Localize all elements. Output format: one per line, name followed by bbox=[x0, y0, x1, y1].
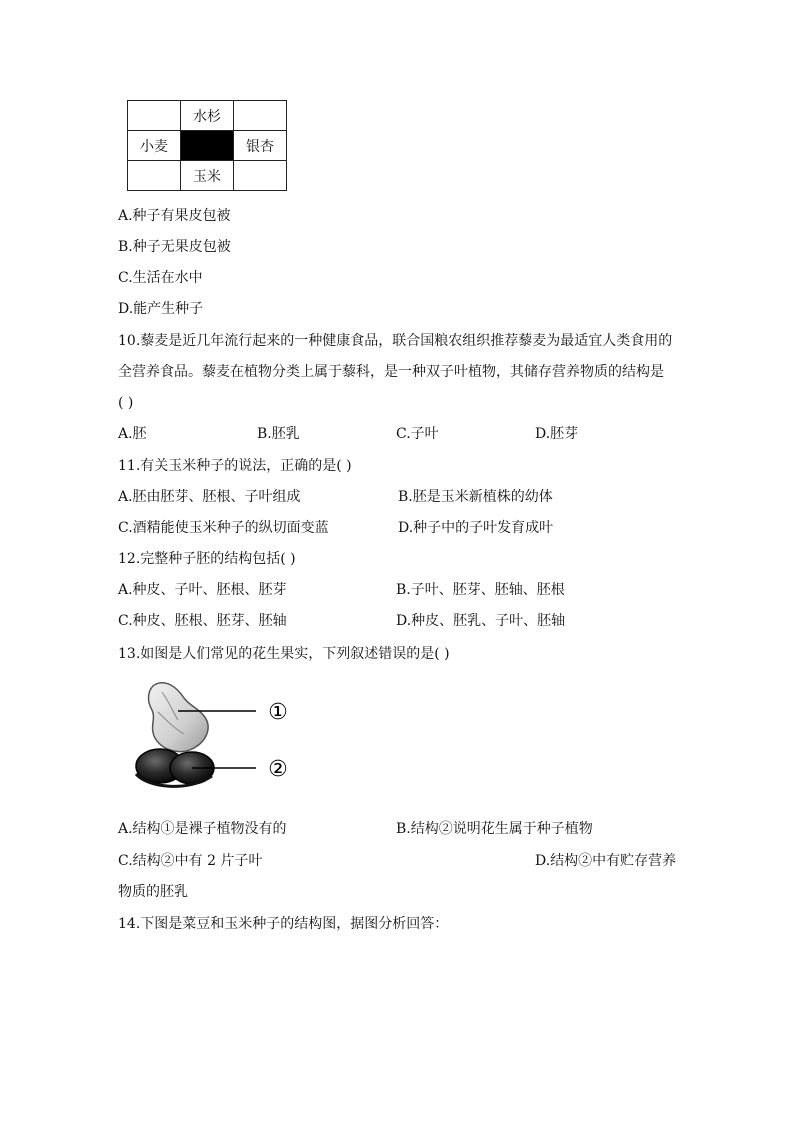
grid-cell-empty bbox=[128, 161, 181, 191]
q13-option-b: B.结构②说明花生属于种子植物 bbox=[396, 821, 593, 837]
q12-stem: 12.完整种子胚的结构包括( ) bbox=[118, 551, 296, 567]
q10-option-a: A.胚 bbox=[118, 426, 147, 442]
q10-stem-line3: ( ) bbox=[118, 395, 134, 411]
q11-option-d: D.种子中的子叶发育成叶 bbox=[398, 520, 554, 536]
q9-option-a: A.种子有果皮包被 bbox=[118, 208, 231, 224]
grid-cell-right: 银杏 bbox=[234, 131, 287, 161]
label-2: ② bbox=[268, 757, 288, 782]
q9-option-b: B.种子无果皮包被 bbox=[118, 239, 231, 255]
q11-option-c: C.酒精能使玉米种子的纵切面变蓝 bbox=[118, 520, 329, 536]
q13-option-d-continued: 物质的胚乳 bbox=[118, 884, 188, 900]
q10-option-d: D.胚芽 bbox=[535, 426, 579, 442]
grid-cell-center bbox=[181, 131, 234, 161]
q9-option-c: C.生活在水中 bbox=[118, 270, 203, 286]
q13-stem: 13.如图是人们常见的花生果实，下列叙述错误的是( ) bbox=[118, 646, 450, 662]
plant-grid-table bbox=[127, 100, 287, 191]
q10-stem-line2: 全营养食品。藜麦在植物分类上属于藜科，是一种双子叶植物，其储存营养物质的结构是 bbox=[118, 364, 664, 380]
peanut-fruit-figure bbox=[128, 676, 298, 796]
q11-option-a: A.胚由胚芽、胚根、子叶组成 bbox=[118, 489, 301, 505]
grid-cell-bottom: 玉米 bbox=[181, 161, 234, 191]
q11-stem: 11.有关玉米种子的说法，正确的是( ) bbox=[118, 458, 352, 474]
q13-option-c: C.结构②中有 2 片子叶 bbox=[118, 853, 263, 869]
q10-option-c: C.子叶 bbox=[396, 426, 439, 442]
grid-cell-empty bbox=[128, 101, 181, 131]
q12-option-d: D.种皮、胚乳、子叶、胚轴 bbox=[396, 613, 566, 629]
q10-stem-line1: 10.藜麦是近几年流行起来的一种健康食品，联合国粮农组织推荐藜麦为最适宜人类食用的 bbox=[118, 333, 673, 349]
label-1: ① bbox=[268, 700, 288, 725]
q12-option-c: C.种皮、胚根、胚芽、胚轴 bbox=[118, 613, 287, 629]
q12-option-a: A.种皮、子叶、胚根、胚芽 bbox=[118, 582, 287, 598]
grid-cell-empty bbox=[234, 101, 287, 131]
q14-stem: 14.下图是菜豆和玉米种子的结构图，据图分析回答： bbox=[118, 916, 449, 932]
grid-cell-left: 小麦 bbox=[128, 131, 181, 161]
q13-option-a: A.结构①是裸子植物没有的 bbox=[118, 821, 287, 837]
grid-cell-top: 水杉 bbox=[181, 101, 234, 131]
peanut-shell bbox=[149, 683, 209, 752]
q11-option-b: B.胚是玉米新植株的幼体 bbox=[398, 489, 553, 505]
q9-option-d: D.能产生种子 bbox=[118, 301, 204, 317]
q13-option-d: D.结构②中有贮存营养 bbox=[535, 853, 677, 869]
q10-option-b: B.胚乳 bbox=[257, 426, 300, 442]
q12-option-b: B.子叶、胚芽、胚轴、胚根 bbox=[396, 582, 565, 598]
grid-cell-empty bbox=[234, 161, 287, 191]
